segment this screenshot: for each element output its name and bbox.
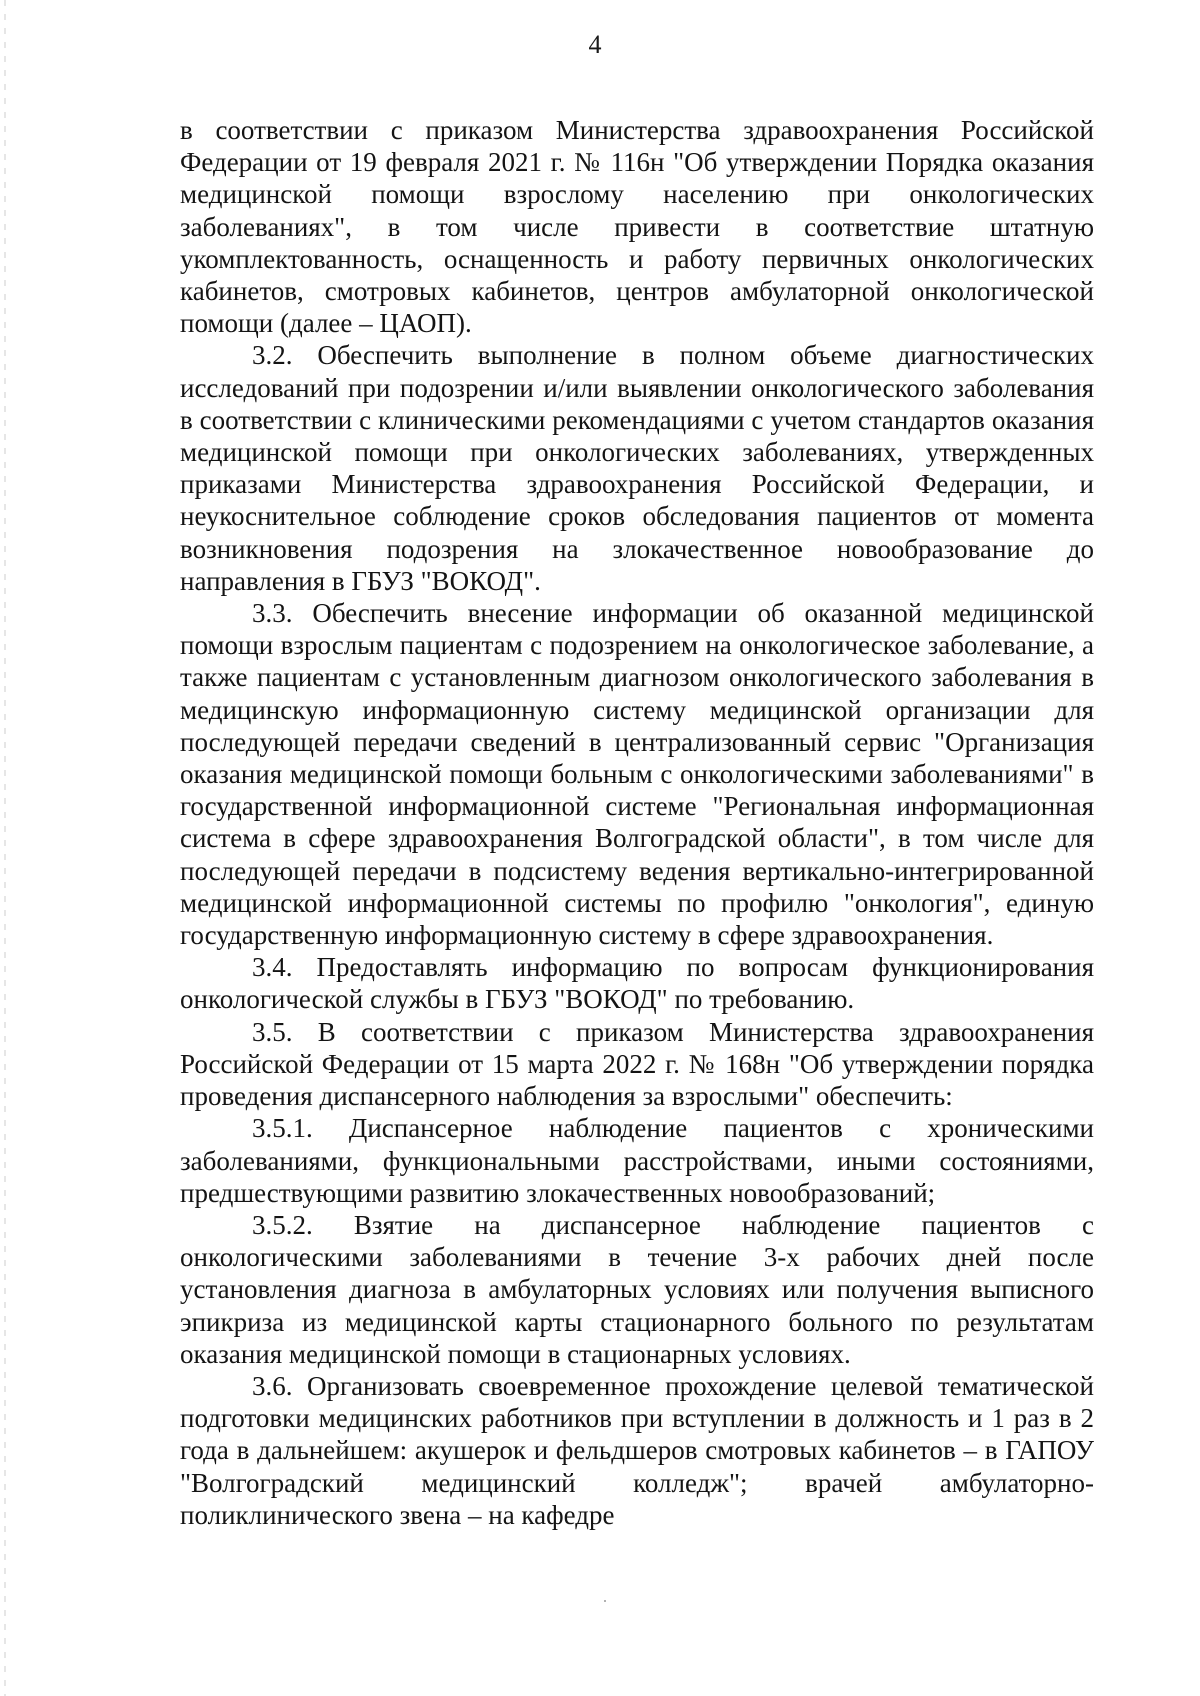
scan-edge-artifact (4, 0, 6, 1696)
document-body (180, 114, 1094, 1531)
page-number: 4 (588, 30, 602, 59)
paragraph-3-2-diagnostics: 3.2. Обеспечить выполнение в полном объеме диагностических исследований при подозрении и/или выявлении онкологического заболевания в соответствии с клиническими рекомендациями с учетом стандартов оказания медицинской помощи при онкологических заболеваниях, утвержденных приказами Министерства здравоохранения Российской Федерации, и неукоснительное соблюдение сроков обследования пациентов от момента возникновения подозрения на злокачественное новообразование до направления в ГБУЗ "ВОКОД". (180, 340, 1094, 596)
paragraph-3-4-information-provision: 3.4. Предоставлять информацию по вопросам функционирования онкологической службы в ГБУЗ "ВОКОД" по требованию. (180, 952, 1094, 1015)
paragraph-3-3-information-entry: 3.3. Обеспечить внесение информации об оказанной медицинской помощи взрослым пациентам с подозрением на онкологическое заболевание, а также пациентам с установленным диагнозом онкологического заболевания в медицинскую информационную систему медицинской организации для последующей передачи сведений в централизованный сервис "Организация оказания медицинской помощи больным с онкологическими заболеваниями" в государственной информационной системе "Региональная информационная система в сфере здравоохранения Волгоградской области", в том числе для последующей передачи в подсистему ведения вертикально-интегрированной медицинской информационной системы по профилю "онкология", единую государственную информационную систему в сфере здравоохранения. (180, 598, 1094, 951)
paragraph-3-5-dispensary-order: 3.5. В соответствии с приказом Министерства здравоохранения Российской Федерации от 15 марта 2022 г. № 168н "Об утверждении порядка проведения диспансерного наблюдения за взрослыми" обеспечить: (180, 1016, 1094, 1112)
paragraph-order-reference: в соответствии с приказом Министерства здравоохранения Российской Федерации от 19 февраля 2021 г. № 116н "Об утверждении Порядка оказания медицинской помощи взрослому населению при онкологических заболеваниях", в том числе привести в соответствие штатную укомплектованность, оснащенность и работу первичных онкологических кабинетов, смотровых кабинетов, центров амбулаторной онкологической помощи (далее – ЦАОП). (180, 115, 1094, 339)
paragraph-3-6-staff-training: 3.6. Организовать своевременное прохождение целевой тематической подготовки медицинских работников при вступлении в должность и 1 раз в 2 года в дальнейшем: акушерок и фельдшеров смотровых кабинетов – в ГАПОУ "Волгоградский медицинский колледж"; врачей амбулаторно-поликлинического звена – на кафедре (180, 1370, 1094, 1530)
scan-speck (604, 1600, 606, 1602)
paragraph-3-5-1-dispensary-observation: 3.5.1. Диспансерное наблюдение пациентов с хроническими заболеваниями, функциональными расстройствами, иными состояниями, предшествующими развитию злокачественных новообразований; (180, 1113, 1094, 1208)
paragraph-3-5-2-dispensary-registration: 3.5.2. Взятие на диспансерное наблюдение пациентов с онкологическими заболеваниями в течение 3-х рабочих дней после установления диагноза в амбулаторных условиях или получения выписного эпикриза из медицинской карты стационарного больного по результатам оказания медицинской помощи в стационарных условиях. (180, 1209, 1094, 1369)
